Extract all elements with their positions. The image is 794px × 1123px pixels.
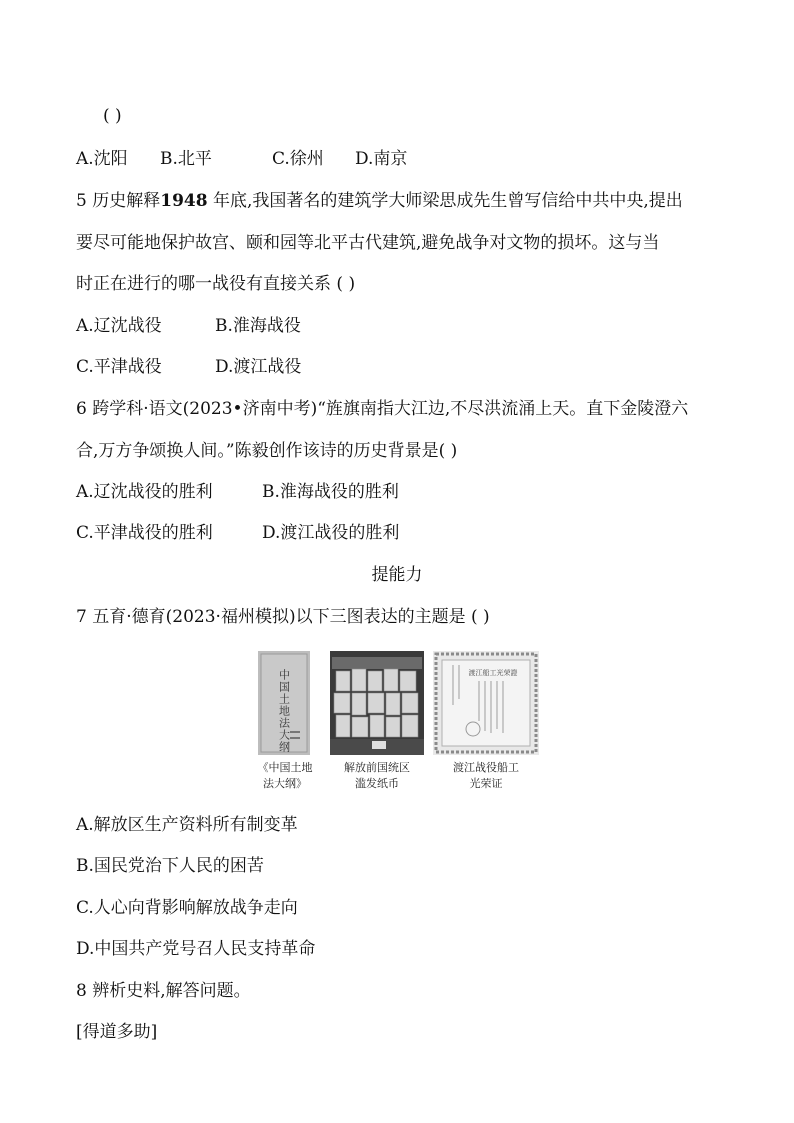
section-heading: 提能力 <box>371 565 423 585</box>
q5-question-line3: 时正在进行的哪一战役有直接关系 ( ) <box>76 274 356 294</box>
q8-text: 辨析史料,解答问题。 <box>92 981 251 1001</box>
figure1-caption-line2: 法大纲》 <box>263 777 307 790</box>
figure3-caption <box>441 760 531 792</box>
figure2-caption-line1: 解放前国统区 <box>344 761 410 774</box>
certificate-title: 渡江船工光荣證 <box>468 669 518 677</box>
q5-option-d[interactable]: D.渡江战役 <box>215 357 302 377</box>
q8-number: 8 <box>76 981 87 1001</box>
figure3-caption-line1: 渡江战役船工 <box>453 761 519 774</box>
q5-number: 5 <box>76 191 87 211</box>
q4-option-c[interactable]: C.徐州 <box>272 149 324 169</box>
paper-money-image <box>330 651 424 755</box>
certificate-image <box>433 651 539 755</box>
q5-tag: 历史解释 <box>92 191 161 211</box>
q4-option-b[interactable]: B.北平 <box>160 149 212 169</box>
q6-number: 6 <box>76 399 87 419</box>
figure-boatman-certificate <box>433 651 539 755</box>
land-law-cover-image <box>258 651 310 755</box>
figure1-caption <box>250 760 320 792</box>
q5-option-c[interactable]: C.平津战役 <box>76 357 162 377</box>
q6-option-b[interactable]: B.淮海战役的胜利 <box>262 482 399 502</box>
q7-tag: 五育·德育 <box>92 607 166 627</box>
q6-tag: 跨学科·语文 <box>92 399 183 419</box>
q7-text1: (2023·福州模拟)以下三图表达的主题是 ( ) <box>165 607 490 627</box>
q6-question-line2: 合,万方争颂换人间。”陈毅创作该诗的历史背景是( ) <box>76 441 458 461</box>
q5-text1: 年底,我国著名的建筑学大师梁思成先生曾写信给中共中央,提出 <box>207 191 683 211</box>
q5-option-b[interactable]: B.淮海战役 <box>215 316 301 336</box>
cover-title: 中国土地法大纲 <box>277 669 291 753</box>
q5-question-line1 <box>76 190 683 212</box>
q6-option-d[interactable]: D.渡江战役的胜利 <box>262 523 400 543</box>
figure3-caption-line2: 光荣证 <box>469 777 503 790</box>
q7-option-d[interactable]: D.中国共产党号召人民支持革命 <box>76 939 316 959</box>
q8-subheading: [得道多助] <box>76 1022 158 1042</box>
figure-paper-money <box>330 651 424 755</box>
q7-option-c[interactable]: C.人心向背影响解放战争走向 <box>76 898 298 918</box>
q8-question-line1 <box>76 980 251 1002</box>
q4-option-a[interactable]: A.沈阳 <box>76 149 128 169</box>
q5-option-a[interactable]: A.辽沈战役 <box>76 316 162 336</box>
figure2-caption-line2: 滥发纸币 <box>355 777 399 790</box>
q6-question-line1 <box>76 398 688 420</box>
q5-question-line2: 要尽可能地保护故宫、颐和园等北平古代建筑,避免战争对文物的损坏。这与当 <box>76 233 660 253</box>
q7-option-b[interactable]: B.国民党治下人民的困苦 <box>76 856 264 876</box>
q6-option-c[interactable]: C.平津战役的胜利 <box>76 523 213 543</box>
q6-text1: (2023•济南中考)“旌旗南指大江边,不尽洪流涌上天。直下金陵澄六 <box>182 399 689 419</box>
q6-option-a[interactable]: A.辽沈战役的胜利 <box>76 482 213 502</box>
q4-option-d[interactable]: D.南京 <box>355 149 408 169</box>
q5-year: 1948 <box>160 191 208 211</box>
figure2-caption <box>332 760 422 792</box>
figure-land-law-cover <box>258 651 310 755</box>
q7-option-a[interactable]: A.解放区生产资料所有制变革 <box>76 815 298 835</box>
q7-number: 7 <box>76 607 87 627</box>
figure1-caption-line1: 《中国土地 <box>257 761 313 774</box>
q7-question-line1 <box>76 606 490 628</box>
q4-answer-blank[interactable]: ( ) <box>103 106 122 126</box>
